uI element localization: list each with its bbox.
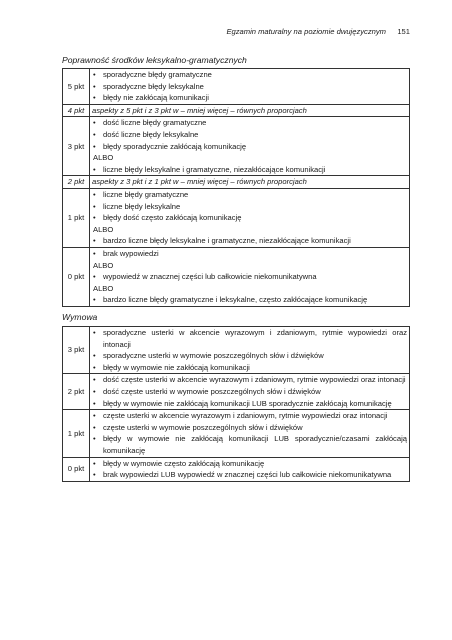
list-item: • błędy w wymowie nie zakłócają komunikacji (92, 362, 407, 374)
criteria-list (92, 164, 407, 176)
list-item: • sporadyczne błędy gramatyczne (92, 69, 407, 81)
list-item: • błędy w wymowie nie zakłócają komunikacji LUB sporadycznie zakłócają komunikację (92, 398, 407, 410)
alternative-label: ALBO (93, 153, 114, 163)
criteria-list (92, 458, 407, 481)
criteria-cell (90, 247, 410, 306)
list-item: • błędy w wymowie nie zakłócają komunikacji LUB sporadycznie/czasami zakłócają komunikację (92, 433, 407, 456)
rubric-table-lexical-grammatical (62, 68, 410, 307)
table-row (63, 176, 410, 189)
page-number: 151 (397, 27, 410, 36)
criteria-cell (90, 188, 410, 247)
criteria-cell (90, 374, 410, 410)
list-item: • sporadyczne błędy leksykalne (92, 81, 407, 93)
criteria-list (92, 189, 407, 224)
list-item: • bardzo liczne błędy gramatyczne i leksykalne, często zakłócające komunikację (92, 294, 407, 306)
points-cell: 0 pkt (63, 457, 90, 481)
list-item: • dość liczne błędy leksykalne (92, 129, 407, 141)
alternative-label: ALBO (93, 283, 114, 293)
points-cell: 3 pkt (63, 117, 90, 176)
points-cell: 4 pkt (63, 104, 90, 117)
criteria-list (92, 69, 407, 104)
points-cell: 0 pkt (63, 247, 90, 306)
points-cell: 5 pkt (63, 69, 90, 105)
list-item: • błędy dość często zakłócają komunikację (92, 212, 407, 224)
list-item: • liczne błędy gramatyczne (92, 189, 407, 201)
list-item: • wypowiedź w znacznej części lub całkowicie niekomunikatywna (92, 271, 407, 283)
criteria-cell (90, 117, 410, 176)
table-row (63, 327, 410, 374)
section-title-pronunciation: Wymowa (62, 312, 98, 322)
list-item: • błędy w wymowie często zakłócają komunikację (92, 458, 407, 470)
criteria-cell (90, 457, 410, 481)
criteria-list (92, 248, 407, 260)
points-cell: 3 pkt (63, 327, 90, 374)
rubric-table-pronunciation (62, 326, 410, 482)
criteria-list (92, 235, 407, 247)
points-cell: 2 pkt (63, 374, 90, 410)
criteria-cell: aspekty z 3 pkt i z 1 pkt w – mniej więcej – równych proporcjach (90, 176, 410, 189)
criteria-cell (90, 327, 410, 374)
criteria-list (92, 294, 407, 306)
criteria-list (92, 117, 407, 152)
alternative-label: ALBO (93, 260, 114, 270)
points-cell: 1 pkt (63, 188, 90, 247)
criteria-cell: aspekty z 5 pkt i z 3 pkt w – mniej więcej – równych proporcjach (90, 104, 410, 117)
table-row (63, 410, 410, 457)
table-row (63, 69, 410, 105)
criteria-list (92, 374, 407, 409)
list-item: • liczne błędy leksykalne i gramatyczne, niezakłócające komunikacji (92, 164, 407, 176)
list-item: • częste usterki w akcencie wyrazowym i zdaniowym, rytmie wypowiedzi oraz intonacji (92, 410, 407, 422)
list-item: • brak wypowiedzi (92, 248, 407, 260)
list-item: • błędy nie zakłócają komunikacji (92, 92, 407, 104)
table-row (63, 104, 410, 117)
criteria-cell (90, 69, 410, 105)
list-item: • sporadyczne usterki w akcencie wyrazowym i zdaniowym, rytmie wypowiedzi oraz intonacji (92, 327, 407, 350)
list-item: • częste usterki w wymowie poszczególnych słów i dźwięków (92, 422, 407, 434)
table-row (63, 374, 410, 410)
list-item: • sporadyczne usterki w wymowie poszczególnych słów i dźwięków (92, 350, 407, 362)
criteria-list (92, 410, 407, 456)
criteria-list (92, 271, 407, 283)
points-cell: 2 pkt (63, 176, 90, 189)
list-item: • brak wypowiedzi LUB wypowiedź w znacznej części lub całkowicie niekomunikatywna (92, 469, 407, 481)
list-item: • błędy sporadycznie zakłócają komunikację (92, 141, 407, 153)
table-row (63, 188, 410, 247)
list-item: • dość liczne błędy gramatyczne (92, 117, 407, 129)
section-title-lexical-grammatical: Poprawność środków leksykalno-gramatycznych (62, 55, 247, 65)
header-title: Egzamin maturalny na poziomie dwujęzycznym (226, 27, 386, 36)
page-header (0, 27, 452, 39)
alternative-label: ALBO (93, 224, 114, 234)
criteria-cell (90, 410, 410, 457)
list-item: • dość częste usterki w wymowie poszczególnych słów i dźwięków (92, 386, 407, 398)
table-row (63, 457, 410, 481)
criteria-list (92, 327, 407, 373)
table-row (63, 247, 410, 306)
table-row (63, 117, 410, 176)
list-item: • dość częste usterki w akcencie wyrazowym i zdaniowym, rytmie wypowiedzi oraz intonacji (92, 374, 407, 386)
list-item: • liczne błędy leksykalne (92, 201, 407, 213)
list-item: • bardzo liczne błędy leksykalne i gramatyczne, niezakłócające komunikacji (92, 235, 407, 247)
points-cell: 1 pkt (63, 410, 90, 457)
